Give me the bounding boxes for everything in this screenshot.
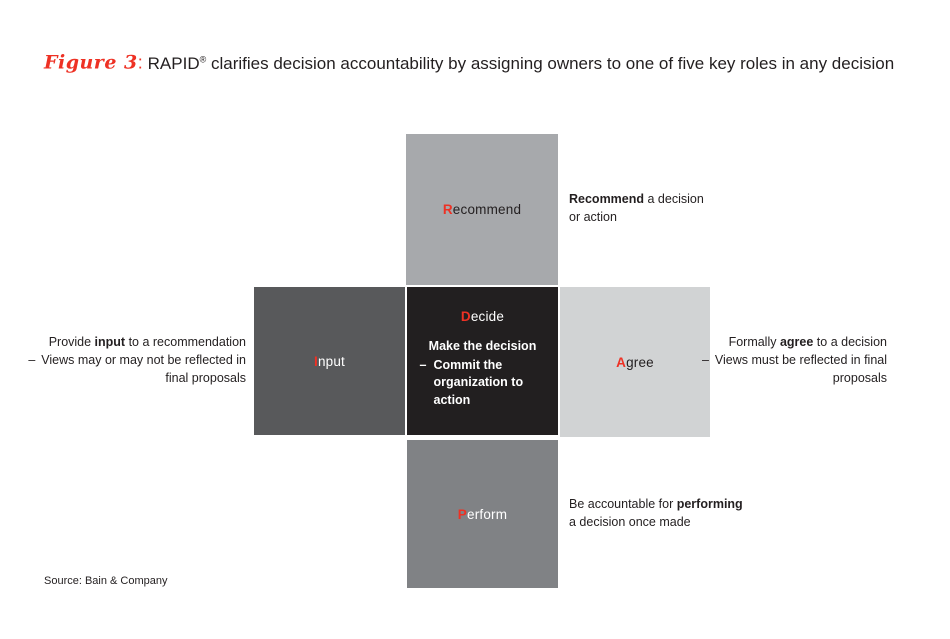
callout-agree-line1-after: to a decision xyxy=(813,335,887,349)
callout-recommend-line1 xyxy=(569,192,704,206)
box-recommend-label xyxy=(443,202,521,217)
box-recommend-initial: R xyxy=(442,202,453,217)
callout-recommend xyxy=(569,190,769,226)
callout-perform-line1-before: Be accountable for xyxy=(569,497,677,511)
box-perform-rest: erform xyxy=(467,506,508,522)
bullet-dash-icon: – xyxy=(701,353,709,367)
callout-input-line1-after: to a recommendation xyxy=(125,335,246,349)
box-input-rest: nput xyxy=(317,353,346,369)
figure-title-rapid: RAPID xyxy=(147,53,200,73)
callout-agree-bullet-text: Views must be reflected in final proposals xyxy=(714,353,887,385)
box-agree-initial: A xyxy=(616,354,627,370)
callout-recommend-line1-bold: Recommend xyxy=(569,192,645,206)
box-recommend[interactable] xyxy=(406,134,558,285)
callout-perform xyxy=(569,495,799,531)
callout-perform-line1 xyxy=(569,497,743,511)
box-decide-bullet-text: Commit the organization to action xyxy=(433,357,524,407)
box-decide[interactable] xyxy=(407,287,558,435)
callout-perform-line2: a decision once made xyxy=(569,515,691,529)
box-input-label xyxy=(314,354,345,369)
box-decide-rest: ecide xyxy=(470,309,505,324)
callout-agree xyxy=(700,333,887,387)
callout-agree-line1 xyxy=(729,335,887,349)
callout-agree-line1-before: Formally xyxy=(728,335,780,349)
callout-input-bullet-text: Views may or may not be reflected in final proposals xyxy=(41,353,246,385)
callout-input xyxy=(24,333,246,387)
figure-label: Figure 3 xyxy=(44,51,138,74)
box-decide-bullet xyxy=(418,357,548,410)
box-decide-line1-bold: decision xyxy=(485,339,537,353)
bullet-dash-icon: – xyxy=(28,353,36,367)
figure-title-remainder: clarifies decision accountability by assigning owners to one of five key roles in any decision xyxy=(206,53,895,73)
callout-perform-line1-bold: performing xyxy=(676,497,743,511)
source-note: Source: Bain & Company xyxy=(44,575,168,587)
bullet-dash-icon: – xyxy=(419,357,427,372)
callout-agree-bullet xyxy=(700,351,887,387)
callout-recommend-line1-after: a decision xyxy=(644,192,704,206)
box-perform[interactable] xyxy=(407,440,558,588)
callout-input-bullet xyxy=(24,351,246,387)
box-perform-label xyxy=(458,507,507,522)
callout-input-line1 xyxy=(49,335,246,349)
box-input-initial: I xyxy=(313,353,318,369)
callout-input-line1-before: Provide xyxy=(48,335,95,349)
callout-agree-line1-bold: agree xyxy=(779,335,814,349)
box-input[interactable] xyxy=(254,287,405,435)
figure-label-colon: : xyxy=(137,52,143,73)
box-decide-body xyxy=(418,338,548,409)
box-perform-initial: P xyxy=(457,506,467,522)
box-decide-label xyxy=(461,309,504,324)
registered-trademark-icon: ® xyxy=(199,54,207,64)
box-decide-initial: D xyxy=(460,309,471,324)
callout-recommend-line2: or action xyxy=(569,210,617,224)
box-decide-line1-plain: Make the xyxy=(428,339,486,353)
box-recommend-rest: ecommend xyxy=(452,202,522,217)
box-decide-line1 xyxy=(418,338,548,356)
box-agree-label xyxy=(616,355,654,370)
callout-input-line1-bold: input xyxy=(94,335,126,349)
box-agree[interactable] xyxy=(560,287,710,437)
box-agree-rest: gree xyxy=(626,354,654,370)
